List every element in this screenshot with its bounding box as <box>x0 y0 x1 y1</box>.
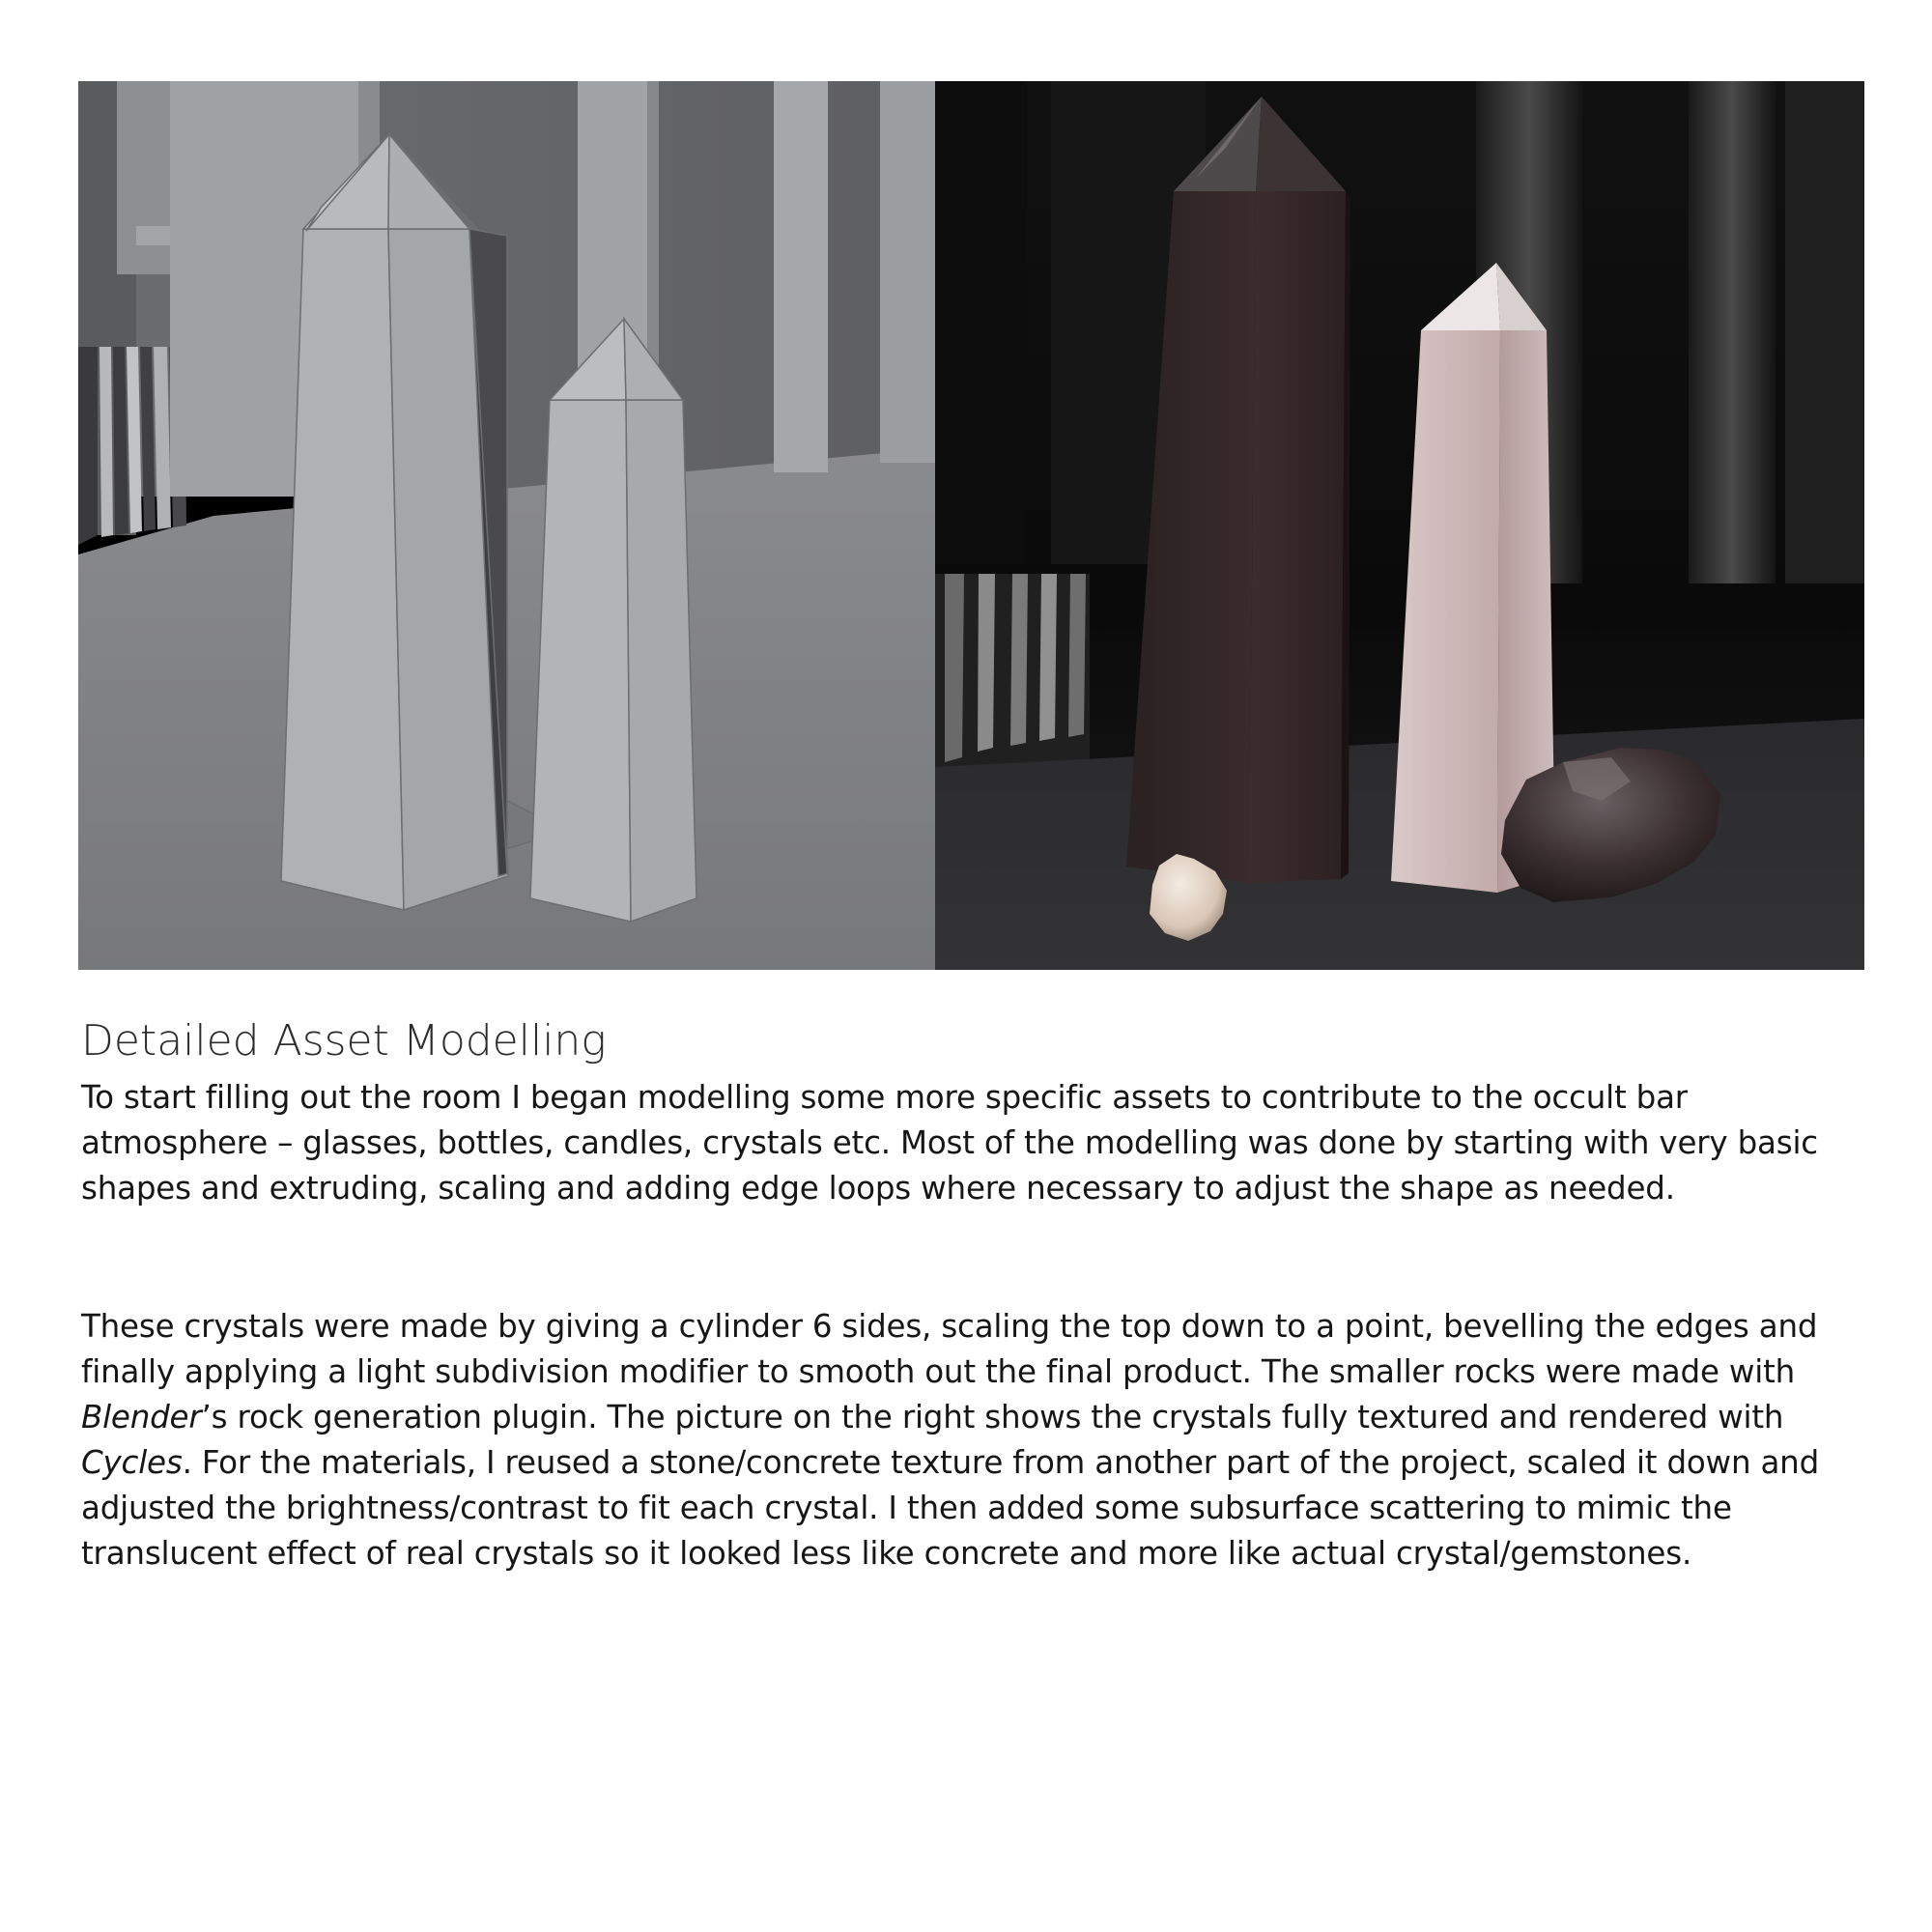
viewport-image <box>78 81 935 970</box>
render-pillar-left <box>935 81 1027 564</box>
page-title: Detailed Asset Modelling <box>81 1016 607 1065</box>
crystals-paragraph-part2: ’s rock generation plugin. The picture on the right shows the crystals fully textured and rendered with <box>201 1399 1784 1435</box>
render-striped-object <box>935 574 1090 767</box>
crystal-comparison-figure <box>78 81 1864 970</box>
render-pillar-back-3 <box>1689 81 1776 583</box>
render-pillar-back-4 <box>1785 81 1864 583</box>
crystals-paragraph-part3: . For the materials, I reused a stone/concrete texture from another part of the project, scaled it down and adjusted the brightness/contrast to fit each crystal. I then added some subsurface scattering to mimic the translucent effect of real crystals so it looked less like concrete and more like actual crystal/gemstones. <box>81 1444 1820 1572</box>
viewport-pillar-4 <box>880 81 935 463</box>
viewport-scene <box>78 81 935 970</box>
cycles-renderer-name: Cycles <box>81 1444 183 1481</box>
cycles-render-image <box>935 81 1864 970</box>
viewport-small-crystal <box>530 319 696 922</box>
crystals-paragraph <box>81 1304 1878 1577</box>
blender-software-name: Blender <box>81 1399 202 1435</box>
render-scene <box>935 81 1864 970</box>
crystals-paragraph-part1: These crystals were made by giving a cylinder 6 sides, scaling the top down to a point, bevelling the edges and finally applying a light subdivision modifier to smooth out the final product. The smaller rocks were made with <box>81 1308 1818 1390</box>
viewport-left-shelf <box>136 226 175 245</box>
intro-paragraph: To start filling out the room I began modelling some more specific assets to contribute to the occult bar atmosphere – glasses, bottles, candles, crystals etc. Most of the modelling was done by starting with very basic shapes and extruding, scaling and adding edge loops where necessary to adjust the shape as needed. <box>81 1079 1818 1207</box>
viewport-pillar-3 <box>774 81 828 472</box>
